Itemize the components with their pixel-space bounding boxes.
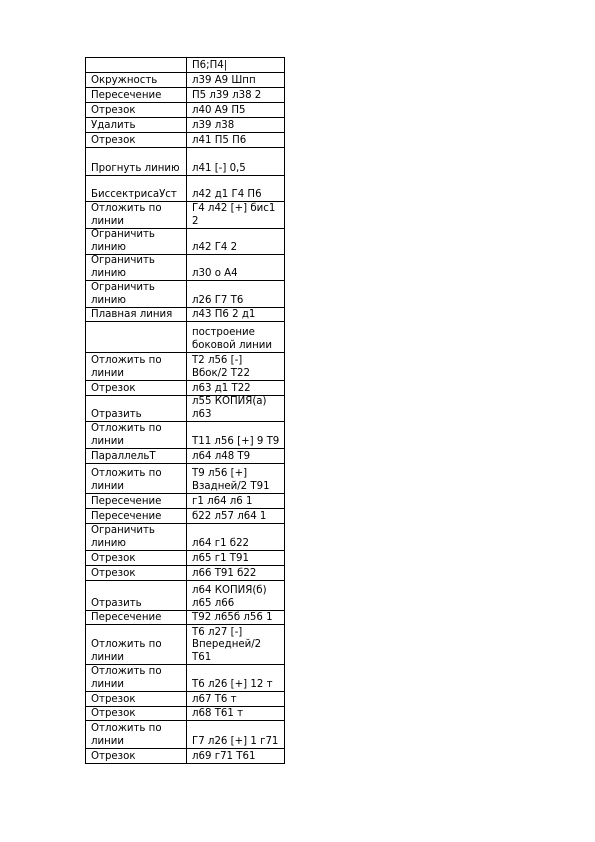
table-row [86, 581, 285, 611]
operation-name: Отрезок [91, 382, 136, 394]
table-row [86, 281, 285, 308]
operation-arguments: построение боковой линии [192, 327, 273, 351]
arguments-cell [187, 255, 285, 281]
operation-cell [86, 88, 187, 103]
operation-cell [86, 308, 187, 322]
table-row [86, 707, 285, 721]
operation-arguments: л55 КОПИЯ(а) л63 [192, 396, 270, 420]
operation-arguments: л64 л48 Т9 [192, 450, 251, 462]
operation-cell [86, 322, 187, 353]
arguments-cell [187, 73, 285, 88]
operation-cell [86, 692, 187, 707]
operation-name: Пересечение [91, 89, 162, 101]
operation-cell [86, 422, 187, 449]
operation-name: Прогнуть линию [91, 162, 180, 174]
arguments-cell [187, 308, 285, 322]
operation-name: БиссектрисаУст [91, 188, 177, 200]
arguments-cell [187, 707, 285, 721]
operation-arguments: л69 г71 Т61 [192, 750, 256, 762]
arguments-cell [187, 611, 285, 625]
operation-name: Ограничить линию [91, 255, 159, 279]
arguments-cell [187, 202, 285, 229]
operation-cell [86, 509, 187, 524]
arguments-cell [187, 322, 285, 353]
arguments-cell [187, 625, 285, 665]
operation-cell [86, 148, 187, 176]
operation-arguments: П5 л39 л38 2 [192, 89, 262, 101]
operation-name: Отложить по линии [91, 639, 165, 663]
operation-cell [86, 58, 187, 73]
arguments-cell [187, 749, 285, 764]
table-row [86, 353, 285, 381]
operation-arguments: Т92 л65б л56 1 [192, 611, 273, 623]
operation-arguments: б22 л57 л64 1 [192, 510, 267, 522]
arguments-cell [187, 581, 285, 611]
operation-cell [86, 229, 187, 255]
operation-arguments: л64 КОПИЯ(б) л65 л66 [192, 585, 270, 609]
operation-cell [86, 202, 187, 229]
operation-arguments: Г7 л26 [+] 1 г71 [192, 735, 279, 747]
operation-arguments: л39 л38 [192, 119, 235, 131]
operation-cell [86, 566, 187, 581]
arguments-cell [187, 118, 285, 133]
arguments-cell [187, 422, 285, 449]
operation-name: Пересечение [91, 510, 162, 522]
operation-cell [86, 721, 187, 749]
arguments-cell [187, 551, 285, 566]
operation-arguments: л30 о А4 [192, 267, 238, 279]
operation-cell [86, 581, 187, 611]
operation-cell [86, 255, 187, 281]
operation-name: Плавная линия [91, 308, 173, 320]
operation-arguments: л42 Г4 2 [192, 241, 238, 253]
operation-name: Отрезок [91, 552, 136, 564]
operation-cell [86, 551, 187, 566]
operation-cell [86, 176, 187, 202]
operation-cell [86, 611, 187, 625]
table-row [86, 625, 285, 665]
arguments-cell [187, 524, 285, 551]
table-row [86, 611, 285, 625]
operation-cell [86, 625, 187, 665]
table-row [86, 88, 285, 103]
operation-name: Отложить по линии [91, 666, 165, 690]
arguments-cell [187, 58, 285, 73]
table-row [86, 396, 285, 422]
operation-name: Отложить по линии [91, 468, 165, 492]
operation-arguments: л68 Т61 т [192, 707, 244, 719]
operation-name: Отложить по линии [91, 203, 165, 227]
operation-arguments: л67 Т6 т [192, 693, 237, 705]
operation-cell [86, 103, 187, 118]
operation-cell [86, 133, 187, 148]
operation-name: Окружность [91, 74, 158, 86]
operation-arguments: П6;П4| [192, 59, 228, 71]
operation-arguments: л42 д1 Г4 П6 [192, 188, 262, 200]
table-row [86, 551, 285, 566]
table-row [86, 73, 285, 88]
arguments-cell [187, 229, 285, 255]
operation-name: Отложить по линии [91, 423, 165, 447]
arguments-cell [187, 721, 285, 749]
arguments-cell [187, 281, 285, 308]
operation-name: Отрезок [91, 134, 136, 146]
operation-name: Отрезок [91, 693, 136, 705]
operation-arguments: Т6 л27 [-] Впередней/2 Т61 [192, 626, 265, 663]
table-row [86, 422, 285, 449]
operation-cell [86, 707, 187, 721]
table-row [86, 524, 285, 551]
operation-name: ПараллельТ [91, 450, 156, 462]
table-row [86, 148, 285, 176]
table-row [86, 118, 285, 133]
arguments-cell [187, 176, 285, 202]
operation-arguments: г1 л64 л6 1 [192, 495, 253, 507]
operations-table-body [86, 58, 285, 764]
operation-name: Отразить [91, 408, 142, 420]
operation-arguments: л26 Г7 Т6 [192, 294, 244, 306]
table-row [86, 103, 285, 118]
operation-name: Отрезок [91, 104, 136, 116]
operation-cell [86, 749, 187, 764]
arguments-cell [187, 464, 285, 494]
operation-name: Отрезок [91, 707, 136, 719]
operation-arguments: Т11 л56 [+] 9 Т9 [192, 435, 280, 447]
operation-cell [86, 353, 187, 381]
table-row [86, 308, 285, 322]
table-row [86, 176, 285, 202]
table-row [86, 322, 285, 353]
operation-cell [86, 524, 187, 551]
arguments-cell [187, 494, 285, 509]
table-row [86, 509, 285, 524]
table-row [86, 449, 285, 464]
table-row [86, 494, 285, 509]
arguments-cell [187, 396, 285, 422]
arguments-cell [187, 148, 285, 176]
operation-arguments: л39 А9 Шпп [192, 74, 256, 86]
table-row [86, 229, 285, 255]
table-row [86, 721, 285, 749]
operation-name: Отразить [91, 597, 142, 609]
table-row [86, 133, 285, 148]
operation-name: Отложить по линии [91, 355, 165, 379]
operation-cell [86, 381, 187, 396]
operation-name: Пересечение [91, 611, 162, 623]
operation-cell [86, 449, 187, 464]
operation-arguments: Т6 л26 [+] 12 т [192, 678, 273, 690]
table-row [86, 381, 285, 396]
arguments-cell [187, 381, 285, 396]
arguments-cell [187, 566, 285, 581]
arguments-cell [187, 88, 285, 103]
table-row [86, 202, 285, 229]
operation-arguments: Г4 л42 [+] бис1 2 [192, 203, 279, 227]
operation-cell [86, 73, 187, 88]
table-row [86, 749, 285, 764]
operations-table [85, 57, 285, 764]
operation-arguments: л41 [-] 0,5 [192, 162, 246, 174]
arguments-cell [187, 665, 285, 692]
operation-arguments: Т9 л56 [+] Взадней/2 Т91 [192, 468, 270, 492]
operation-cell [86, 494, 187, 509]
operation-arguments: л64 г1 б22 [192, 537, 250, 549]
operation-name: Отрезок [91, 750, 136, 762]
operation-arguments: л41 П5 П6 [192, 134, 247, 146]
operation-arguments: л65 г1 Т91 [192, 552, 249, 564]
arguments-cell [187, 449, 285, 464]
operation-arguments: Т2 л56 [-] Вбок/2 Т22 [192, 355, 250, 379]
operation-arguments: л63 д1 Т22 [192, 382, 251, 394]
operation-cell [86, 464, 187, 494]
operation-cell [86, 396, 187, 422]
arguments-cell [187, 133, 285, 148]
operation-arguments: л66 Т91 б22 [192, 567, 257, 579]
operation-name: Отложить по линии [91, 723, 165, 747]
arguments-cell [187, 509, 285, 524]
operation-name: Удалить [91, 119, 136, 131]
operation-arguments: л40 А9 П5 [192, 104, 246, 116]
arguments-cell [187, 692, 285, 707]
table-row [86, 464, 285, 494]
operation-name: Ограничить линию [91, 282, 159, 306]
operation-arguments: л43 П6 2 д1 [192, 308, 256, 320]
operation-name: Пересечение [91, 495, 162, 507]
operation-cell [86, 281, 187, 308]
operation-cell [86, 118, 187, 133]
table-row [86, 692, 285, 707]
table-row [86, 566, 285, 581]
arguments-cell [187, 353, 285, 381]
operation-name: Ограничить линию [91, 229, 159, 253]
table-row [86, 255, 285, 281]
operation-name: Ограничить линию [91, 525, 159, 549]
table-row [86, 58, 285, 73]
arguments-cell [187, 103, 285, 118]
table-row [86, 665, 285, 692]
operation-name: Отрезок [91, 567, 136, 579]
operation-cell [86, 665, 187, 692]
